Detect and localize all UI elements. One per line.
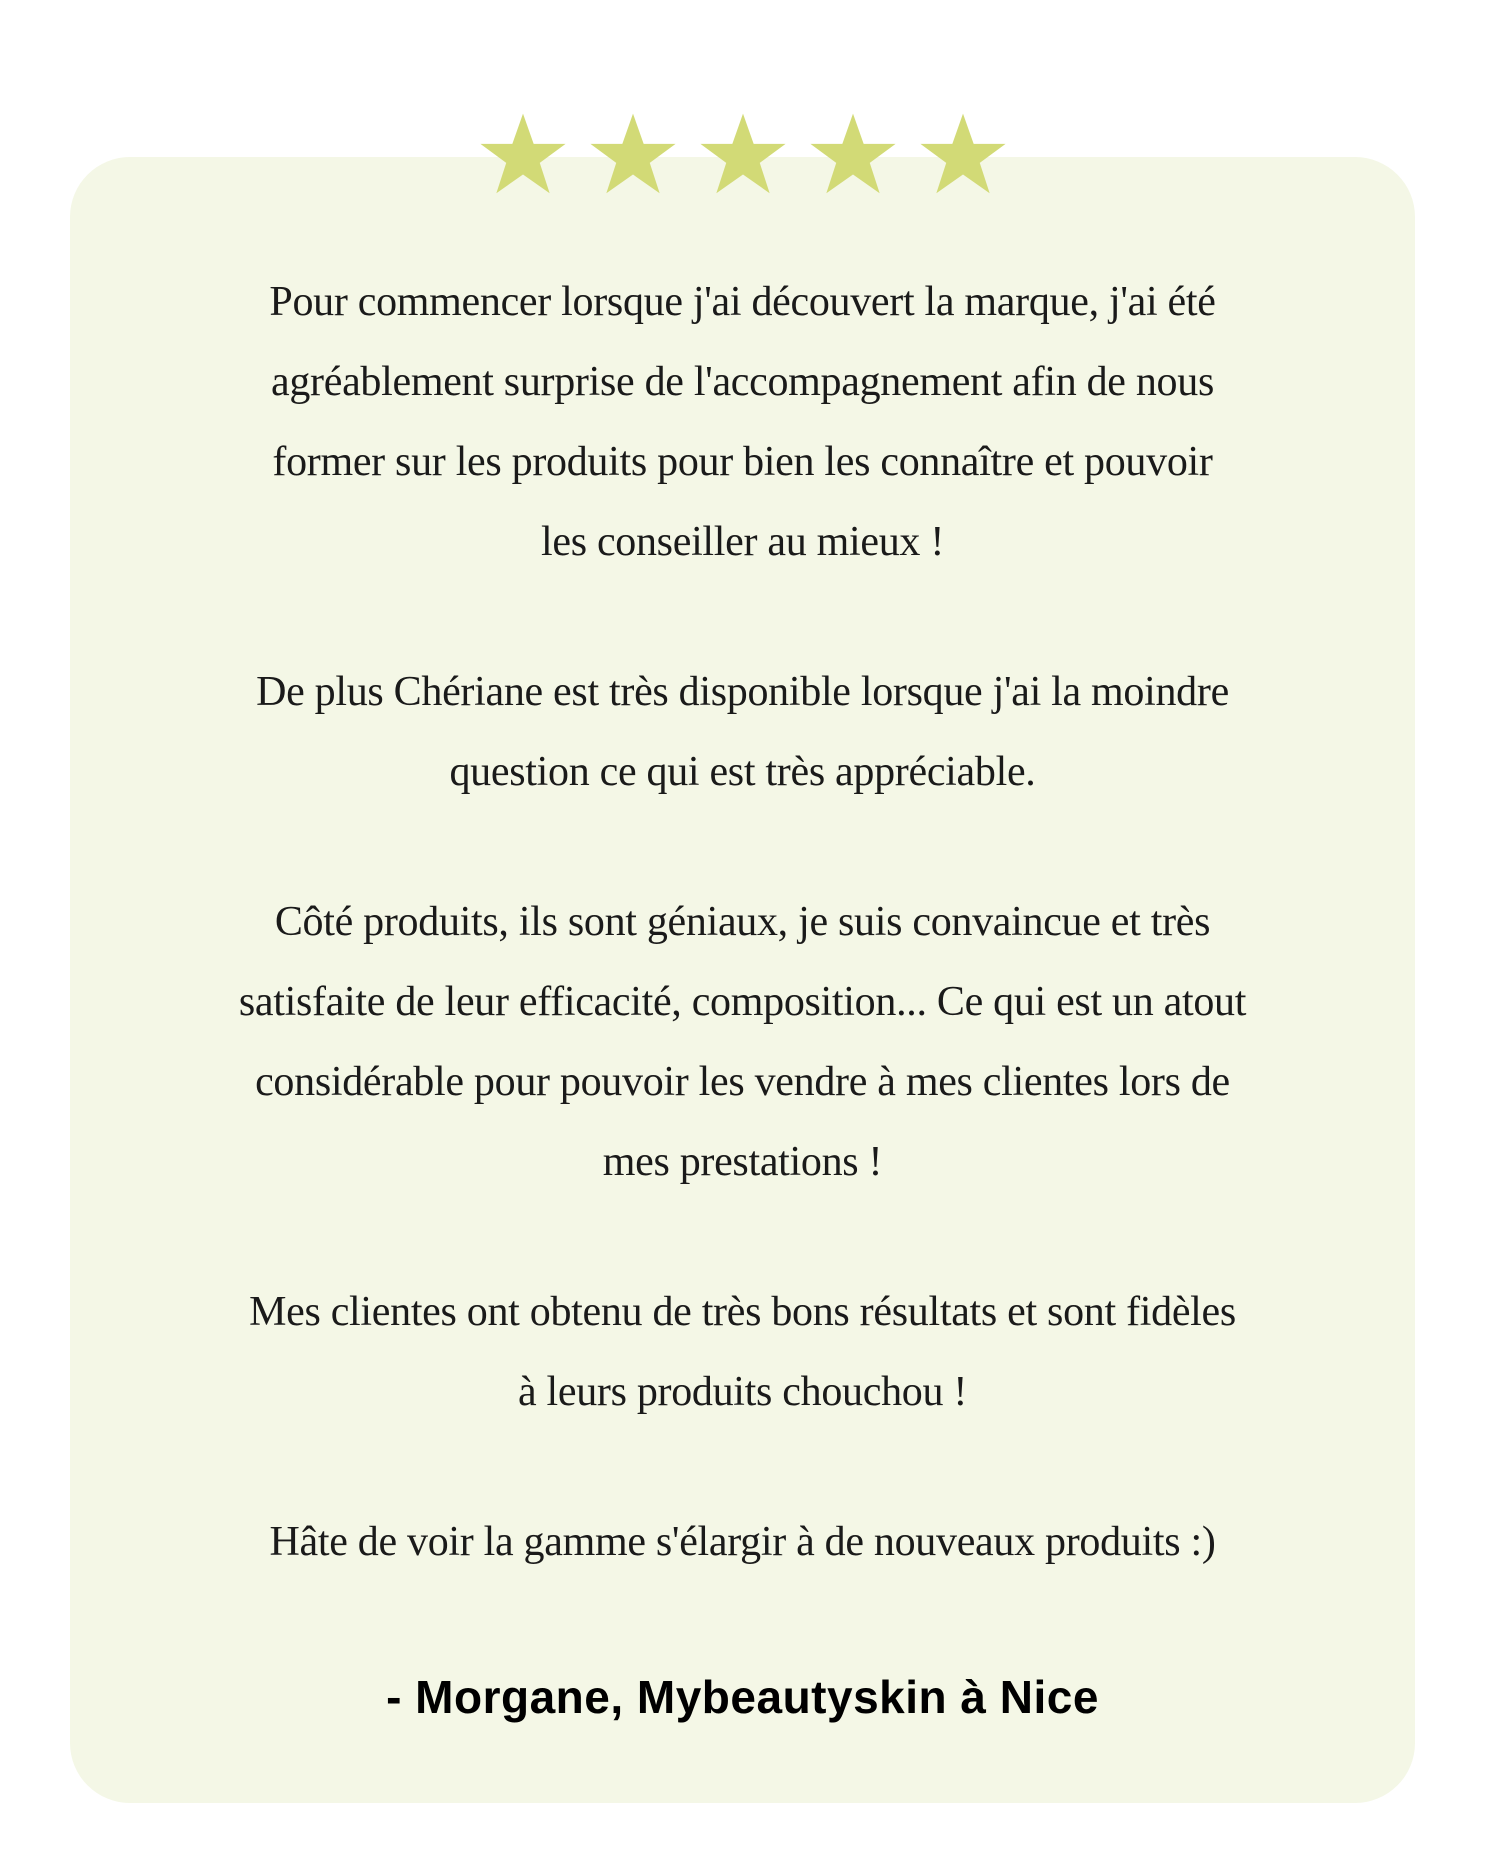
review-line: Pour commencer lorsque j'ai découvert la marque, j'ai été xyxy=(269,279,1216,325)
star-icon xyxy=(480,113,566,196)
review-text xyxy=(98,262,1387,1737)
review-line: former sur les produits pour bien les connaître et pouvoir xyxy=(272,439,1213,485)
review-paragraphs xyxy=(98,262,1387,1582)
review-paragraph xyxy=(98,262,1387,582)
star-icon xyxy=(590,113,676,196)
star-icon xyxy=(920,113,1006,196)
review-line: à leurs produits chouchou ! xyxy=(517,1369,968,1415)
review-attribution: - Morgane, Mybeautyskin à Nice xyxy=(386,1671,1099,1723)
star-rating xyxy=(0,113,1485,196)
review-line: Hâte de voir la gamme s'élargir à de nouveaux produits :) xyxy=(269,1519,1216,1565)
review-paragraph xyxy=(98,882,1387,1202)
review-paragraph xyxy=(98,1272,1387,1432)
review-line: agréablement surprise de l'accompagnement afin de nous xyxy=(271,359,1214,405)
review-line: Mes clientes ont obtenu de très bons résultats et sont fidèles xyxy=(249,1289,1236,1335)
star-icon xyxy=(700,113,786,196)
review-paragraph xyxy=(98,652,1387,812)
review-line: les conseiller au mieux ! xyxy=(540,519,945,565)
review-line: De plus Chériane est très disponible lorsque j'ai la moindre xyxy=(256,669,1229,715)
review-line: satisfaite de leur efficacité, composition... Ce qui est un atout xyxy=(238,979,1247,1025)
review-line: mes prestations ! xyxy=(602,1139,883,1185)
star-icon xyxy=(810,113,896,196)
review-paragraph xyxy=(98,1502,1387,1582)
review-line: Côté produits, ils sont géniaux, je suis convaincue et très xyxy=(274,899,1211,945)
review-line: considérable pour pouvoir les vendre à mes clientes lors de xyxy=(255,1059,1230,1105)
testimonial-card xyxy=(70,157,1415,1803)
review-line: question ce qui est très appréciable. xyxy=(449,749,1036,795)
